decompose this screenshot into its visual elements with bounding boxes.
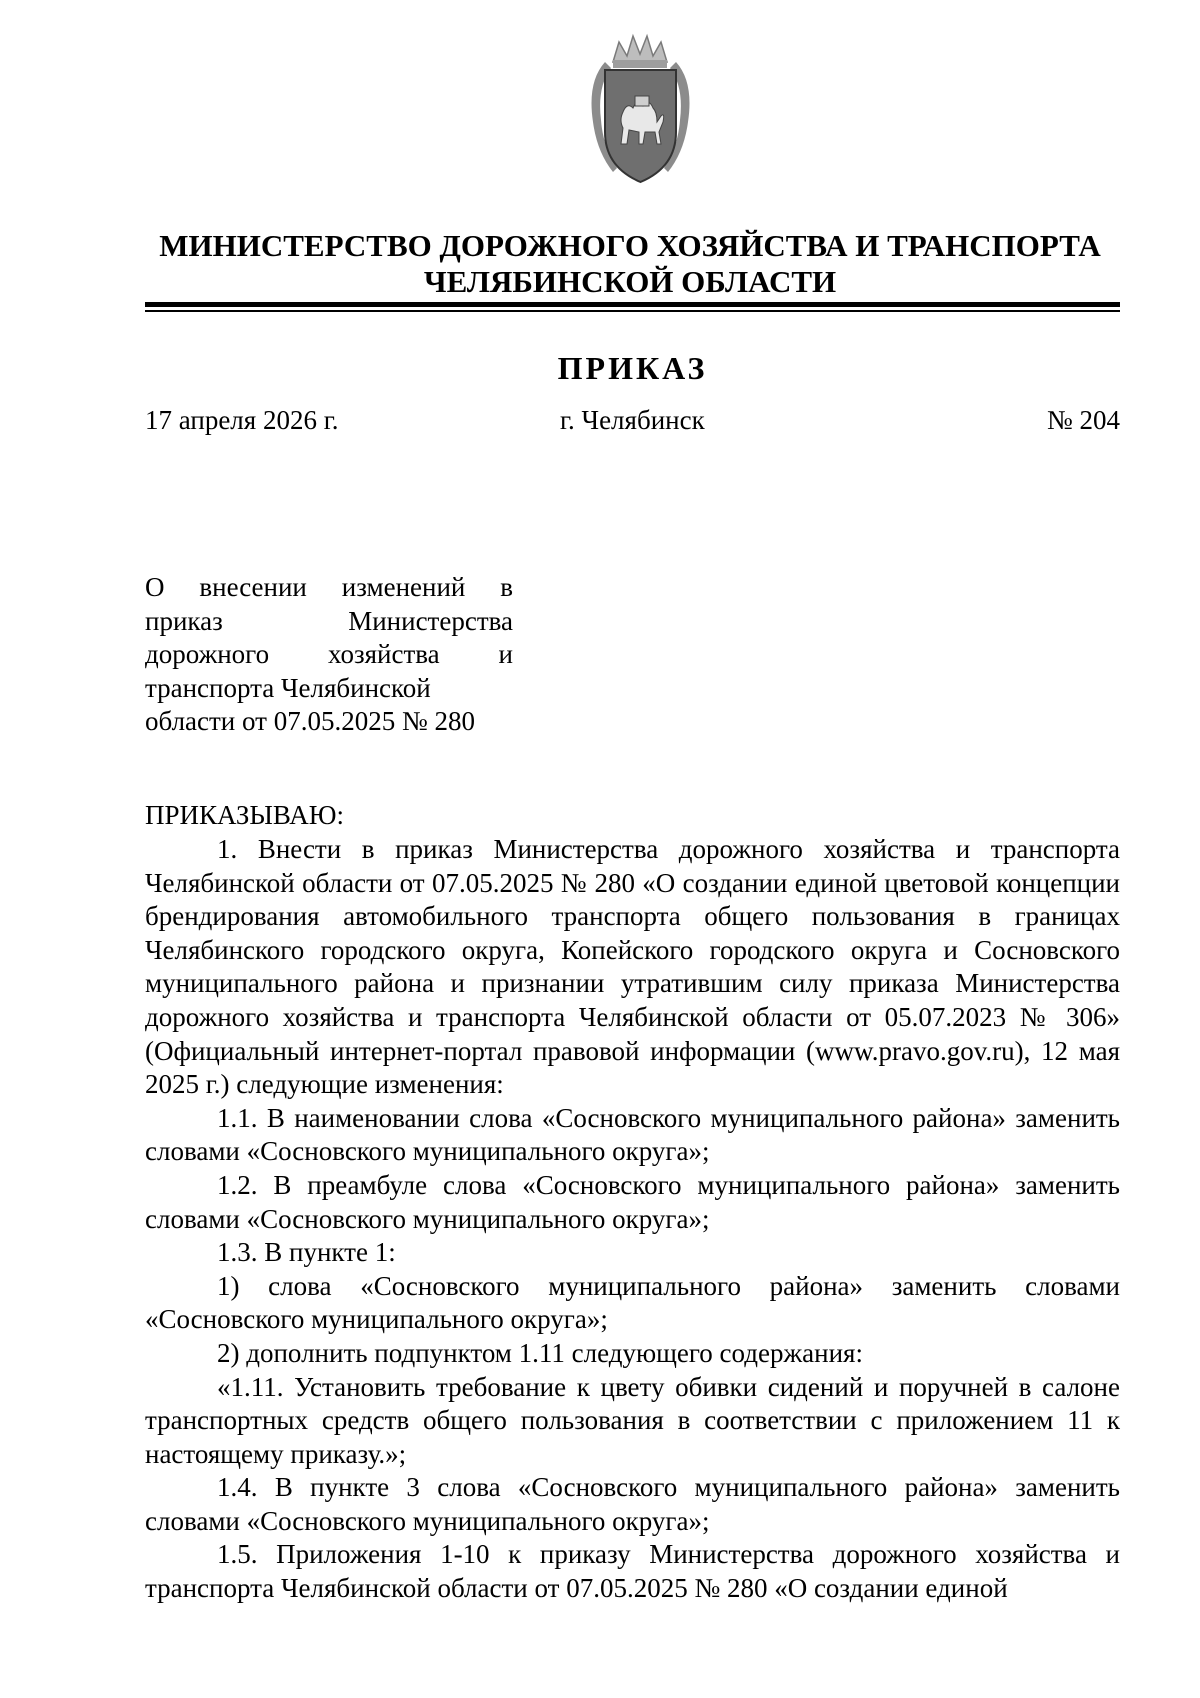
order-word: ПРИКАЗЫВАЮ:: [145, 800, 344, 830]
subject-line-3: дорожного хозяйства и: [145, 639, 513, 669]
document-date: 17 апреля 2026 г.: [145, 405, 339, 435]
header-divider-thin: [145, 310, 1120, 312]
document-city: г. Челябинск: [560, 405, 705, 435]
ministry-name: [140, 228, 1120, 300]
paragraph: 1.3. В пункте 1:: [217, 1237, 396, 1268]
document-type: ПРИКАЗ: [557, 350, 708, 386]
subject-line-4: транспорта Челябинской: [145, 672, 431, 703]
paragraph: 2) дополнить подпунктом 1.11 следующего содержания:: [217, 1337, 863, 1368]
header-divider-thick: [145, 302, 1120, 307]
subject-line-2: приказ Министерства: [145, 605, 513, 636]
paragraph: 1.2. В преамбуле слова «Сосновского муниципального района» заменить словами «Сосновского муниципального округа»;: [145, 1169, 1120, 1234]
document-body: [145, 833, 1120, 1606]
ministry-line-1: МИНИСТЕРСТВО ДОРОЖНОГО ХОЗЯЙСТВА И ТРАНСПОРТА: [159, 228, 1101, 263]
paragraph: «1.11. Установить требование к цвету обивки сидений и поручней в салоне транспортных средств общего пользования в соответствии с приложением 11 к настоящему приказу.»;: [145, 1371, 1120, 1469]
coat-of-arms-icon: [583, 32, 698, 187]
document-subject: [145, 571, 513, 739]
paragraph: 1.1. В наименовании слова «Сосновского муниципального района» заменить словами «Сосновского муниципального округа»;: [145, 1102, 1120, 1167]
paragraph: 1.5. Приложения 1-10 к приказу Министерства дорожного хозяйства и транспорта Челябинской области от 07.05.2025 № 280 «О создании единой: [145, 1539, 1120, 1604]
subject-line-1: О внесении изменений в: [145, 572, 513, 602]
paragraph: 1) слова «Сосновского муниципального района» заменить словами «Сосновского муниципального округа»;: [145, 1270, 1120, 1335]
subject-line-5: области от 07.05.2025 № 280: [145, 706, 475, 736]
document-number: № 204: [1046, 405, 1120, 435]
paragraph: 1. Внести в приказ Министерства дорожного хозяйства и транспорта Челябинской области от 07.05.2025 № 280 «О создании единой цветовой концепции брендирования автомобильного транспорта общего пользования в границах Челябинского городского округа, Копейского городского округа и Сосновского муниципального района и признании утратившим силу приказа Министерства дорожного хозяйства и транспорта Челябинской области от 05.07.2023 № 306» (Официальный интернет-портал правовой информации (www.pravo.gov.ru), 12 мая 2025 г.) следующие изменения:: [145, 834, 1120, 1100]
ministry-line-2: ЧЕЛЯБИНСКОЙ ОБЛАСТИ: [423, 264, 837, 299]
paragraph: 1.4. В пункте 3 слова «Сосновского муниципального района» заменить словами «Сосновского муниципального округа»;: [145, 1472, 1120, 1536]
